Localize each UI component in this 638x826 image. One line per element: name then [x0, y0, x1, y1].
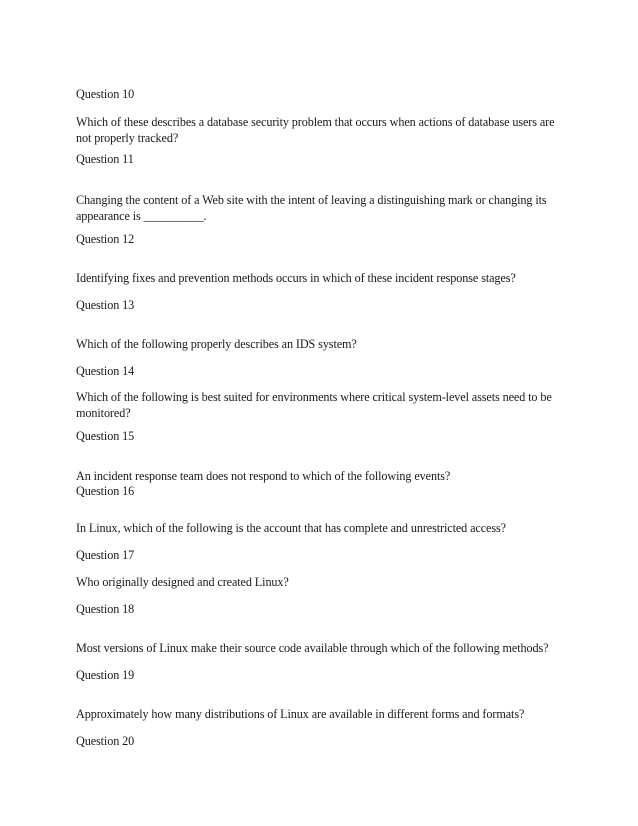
question-20-heading: Question 20: [76, 734, 135, 748]
question-14-text: Which of the following is best suited for environments where critical system-level assets need to be monitored?: [76, 390, 552, 420]
question-17-heading: Question 17: [76, 548, 135, 562]
question-13-heading: Question 13: [76, 298, 135, 312]
question-19-heading: Question 19: [76, 668, 135, 682]
question-17-text: Who originally designed and created Linux?: [76, 575, 289, 589]
question-11-text: Changing the content of a Web site with the intent of leaving a distinguishing mark or changing its appearance is __________.: [76, 193, 547, 223]
question-15-text: An incident response team does not respond to which of the following events?: [76, 469, 451, 483]
question-18-text: Most versions of Linux make their source code available through which of the following methods?: [76, 641, 549, 655]
question-15-heading: Question 15: [76, 429, 135, 443]
question-11-heading: Question 11: [76, 152, 134, 166]
question-10-heading: Question 10: [76, 87, 135, 101]
question-10-text: Which of these describes a database security problem that occurs when actions of database users are not properly tracked?: [76, 115, 555, 145]
question-19-text: Approximately how many distributions of Linux are available in different forms and formats?: [76, 707, 525, 721]
question-12-heading: Question 12: [76, 232, 135, 246]
question-14-heading: Question 14: [76, 364, 135, 378]
question-16-heading: Question 16: [76, 484, 135, 498]
question-18-heading: Question 18: [76, 602, 135, 616]
question-13-text: Which of the following properly describes an IDS system?: [76, 337, 357, 351]
question-12-text: Identifying fixes and prevention methods occurs in which of these incident response stages?: [76, 271, 516, 285]
question-16-text: In Linux, which of the following is the account that has complete and unrestricted access?: [76, 521, 506, 535]
